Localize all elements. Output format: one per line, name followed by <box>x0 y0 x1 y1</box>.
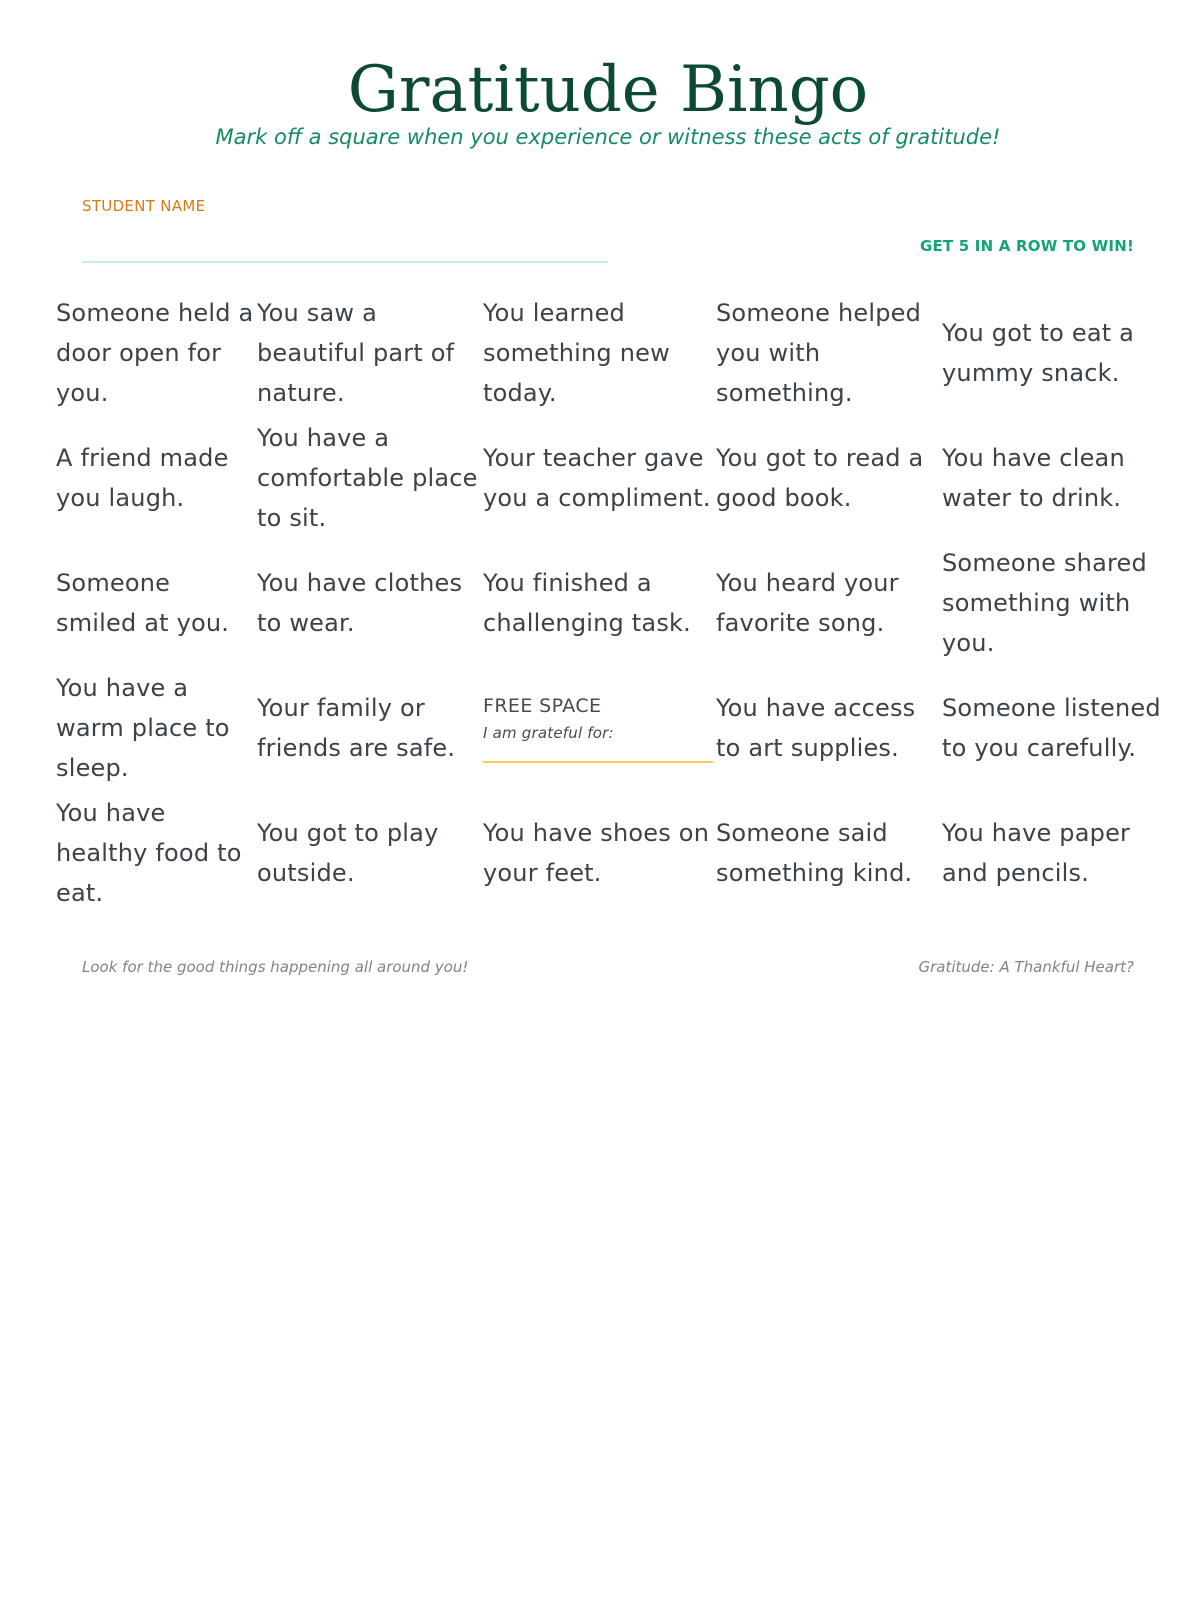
bingo-square-r4c2[interactable]: Your family or friends are safe. <box>257 693 456 762</box>
page-subtitle: Mark off a square when you experience or witness these acts of gratitude! <box>215 125 1001 149</box>
bingo-grid <box>56 290 1166 915</box>
bingo-square-r4c5[interactable]: Someone listened to you carefully. <box>942 693 1161 762</box>
bingo-square-r5c3[interactable]: You have shoes on your feet. <box>483 818 710 887</box>
footer-source: Gratitude: A Thankful Heart? <box>918 958 1134 976</box>
bingo-square-r2c3[interactable]: Your teacher gave you a compliment. <box>483 443 711 512</box>
bingo-square-r3c4[interactable]: You heard your favorite song. <box>716 568 899 637</box>
bingo-square-r1c2[interactable]: You saw a beautiful part of nature. <box>257 298 455 407</box>
bingo-square-r2c4[interactable]: You got to read a good book. <box>716 443 924 512</box>
bingo-square-r3c3[interactable]: You finished a challenging task. <box>483 568 691 637</box>
win-instruction: GET 5 IN A ROW TO WIN! <box>919 237 1134 255</box>
bingo-square-r1c1[interactable]: Someone held a door open for you. <box>56 298 254 407</box>
bingo-square-r1c4[interactable]: Someone helped you with something. <box>716 298 922 407</box>
bingo-square-r3c5[interactable]: Someone shared something with you. <box>942 548 1147 657</box>
free-space-title: FREE SPACE <box>483 694 602 717</box>
bingo-square-r5c5[interactable]: You have paper and pencils. <box>942 818 1131 887</box>
bingo-square-r3c1[interactable]: Someone smiled at you. <box>56 568 230 637</box>
footer-tagline: Look for the good things happening all around you! <box>82 958 469 976</box>
free-space-prompt: I am grateful for: <box>483 723 614 742</box>
bingo-square-r1c3[interactable]: You learned something new today. <box>483 298 670 407</box>
student-name-label: STUDENT NAME <box>82 197 206 215</box>
bingo-square-r5c1[interactable]: You have healthy food to eat. <box>56 798 242 907</box>
page-title: Gratitude Bingo <box>347 53 869 127</box>
bingo-square-r1c5[interactable]: You got to eat a yummy snack. <box>942 318 1135 387</box>
free-space-field[interactable] <box>483 761 713 763</box>
bingo-square-r4c1[interactable]: You have a warm place to sleep. <box>56 673 230 782</box>
bingo-square-r2c2[interactable]: You have a comfortable place to sit. <box>257 423 478 532</box>
bingo-square-r3c2[interactable]: You have clothes to wear. <box>257 568 463 637</box>
student-name-field[interactable] <box>82 261 608 263</box>
bingo-square-r5c4[interactable]: Someone said something kind. <box>716 818 913 887</box>
bingo-square-r2c1[interactable]: A friend made you laugh. <box>56 443 229 512</box>
bingo-square-r2c5[interactable]: You have clean water to drink. <box>942 443 1125 512</box>
bingo-square-r5c2[interactable]: You got to play outside. <box>257 818 439 887</box>
free-space-square[interactable] <box>483 665 716 790</box>
bingo-square-r4c4[interactable]: You have access to art supplies. <box>716 693 916 762</box>
